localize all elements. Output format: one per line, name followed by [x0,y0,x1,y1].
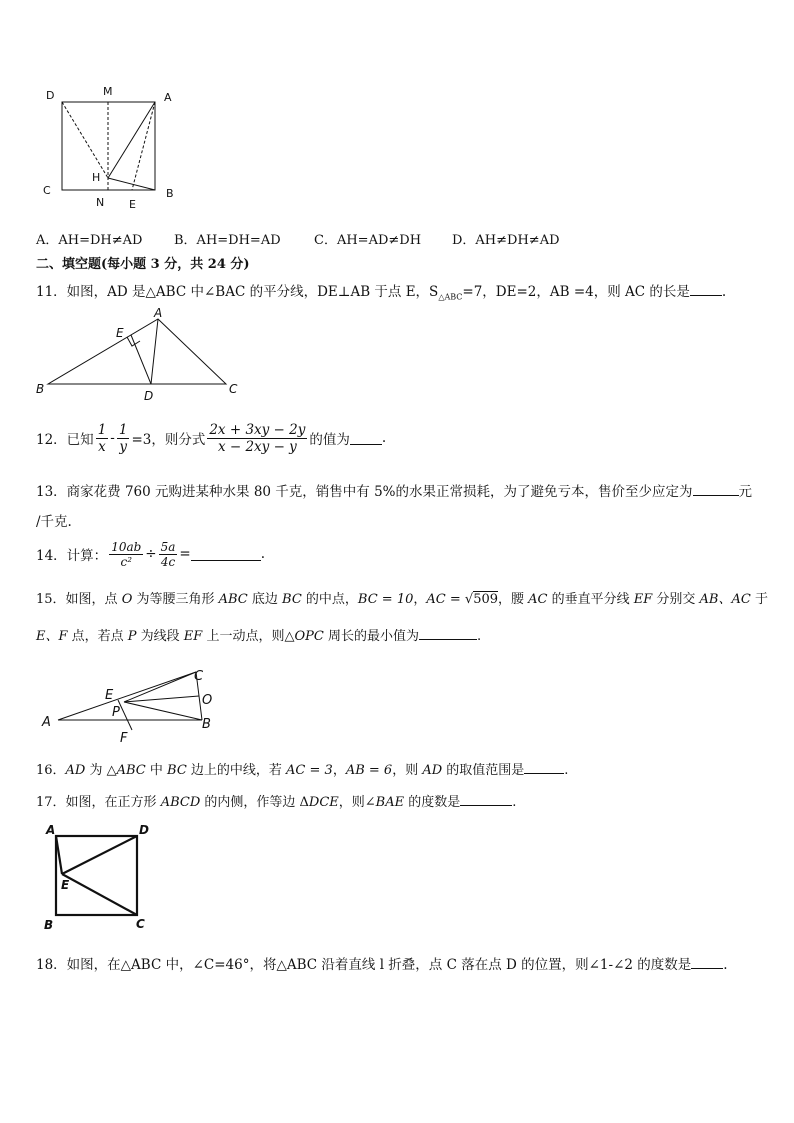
label-A: A [154,306,163,320]
q15-text: 于 [750,592,768,607]
segment-HB [108,178,155,190]
question-13-line-2: /千克. [36,514,72,530]
square-ABCD [56,836,137,915]
q16-text: ，则 [392,763,423,778]
q16-var: ABC [116,763,146,778]
q12-prefix: 12．已知 [36,432,94,448]
q15-var: EF [633,592,653,607]
option-c: C．AH=AD≠DH [314,233,422,248]
q17-text: 的度数是 [404,795,461,810]
q18-end: . [723,957,728,973]
label-C: C [194,669,204,684]
answer-blank-17[interactable] [460,793,512,806]
q15-text: 分别交 [652,592,700,607]
q15-var: EF [183,629,203,644]
q18-text: 18．如图，在△ABC 中，∠C=46°，将△ABC 沿着直线 l 折叠，点 C 落在点 D 的位置，则∠1-∠2 的度数是 [36,957,692,973]
q14-end: . [260,546,266,562]
answer-blank-12[interactable] [350,432,382,445]
label-B: B [166,187,174,200]
label-E: E [61,878,70,892]
label-C: C [43,184,51,197]
label-D: D [144,389,154,403]
frac-num: 1 [97,421,107,438]
question-15-line-1 [36,588,768,607]
q16-text: 16． [36,763,66,778]
q16-text: 边上的中线，若 [186,763,287,778]
question-17 [36,791,516,810]
answer-blank-14[interactable] [191,548,261,561]
q16-expr: AC = 3 [286,763,333,778]
segment-AE [132,102,155,190]
question-18 [36,953,728,973]
q12-mid: =3，则分式 [131,432,206,448]
sqrt-symbol: √ [464,592,474,607]
answer-blank-18[interactable] [691,956,723,969]
question-11 [36,280,726,302]
q15-var: AB、AC [699,592,751,607]
answer-blank-13[interactable] [693,483,739,496]
label-D: D [46,89,55,102]
label-P: P [112,705,120,720]
label-A: A [42,715,51,730]
label-E: E [129,198,136,211]
answer-blank-15[interactable] [419,627,477,640]
question-12 [36,418,386,458]
q15-expr: BC = 10 [357,592,414,607]
q15-text: 为线段 [136,629,184,644]
q15-end: . [476,629,482,644]
q11-prefix: 11．如图，AD 是△ABC 中∠BAC 的平分线，DE⊥AB 于点 E，S [36,284,439,300]
q16-end: . [564,763,569,778]
option-a: A．AH=DH≠AD [36,233,143,248]
fraction-1-over-y [117,422,130,455]
sqrt-value: 509 [473,592,499,607]
segment-AD [151,319,158,384]
q11-sub: △ABC [438,292,463,302]
frac-num: 2x + 3xy − 2y [209,421,306,438]
q17-text: 17．如图，在正方形 [36,795,161,810]
q15-var: OPC [294,629,324,644]
label-E: E [116,326,124,340]
q16-var: BC [167,763,187,778]
fraction-5a-over-4c [159,540,178,569]
q12-minus: - [110,430,115,446]
q15-text: 底边 [247,592,283,607]
q11-end: . [721,284,727,300]
frac-den: x − 2xy − y [217,438,297,455]
q15-text: 为等腰三角形 [132,592,219,607]
q11-suffix: =7，DE=2，AB =4，则 AC 的长是 [462,284,690,300]
segment-DE [62,836,137,874]
q16-text: ， [332,763,346,778]
label-A: A [164,91,172,104]
q12-suffix: 的值为 [309,432,350,448]
q15-expr: AC = [426,592,465,607]
fraction-expression [207,422,307,455]
q15-text: 的垂直平分线 [547,592,634,607]
segment-AC [58,672,196,720]
label-C: C [136,917,145,931]
label-N: N [96,196,105,209]
segment-AH [108,102,155,178]
q14-eq: = [179,546,191,562]
q15-var: BC [282,592,302,607]
q12-end: . [381,430,387,446]
q16-text: 中 [145,763,168,778]
q15-text: ，腰 [498,592,529,607]
fraction-10ab-over-c2 [109,540,143,569]
question-16 [36,759,568,778]
question-14 [36,534,265,574]
q13-text: 13．商家花费 760 元购进某种水果 80 千克，销售中有 5%的水果正常损耗，为了避免亏本，售价至少应定为 [36,484,693,500]
question-13-line-1 [36,480,752,500]
q15-text: 上一动点，则△ [202,629,295,644]
q17-var: BAE [375,795,405,810]
segment-DE [131,335,151,384]
q13-unit: 元 [738,484,752,500]
option-d: D．AH≠DH≠AD [452,233,560,248]
q16-var: AD [65,763,86,778]
section-title: 二、填空题(每小题 3 分，共 24 分) [36,257,250,272]
answer-blank-11[interactable] [690,283,722,296]
label-D: D [139,823,149,837]
label-E: E [105,688,114,703]
q15-var: AC [528,592,548,607]
q15-var: O [121,592,133,607]
segment-EC [62,874,137,915]
q16-var: AD [422,763,443,778]
q17-text: ，则∠ [338,795,376,810]
frac-num: 5a [160,539,176,554]
q15-var: ABC [218,592,248,607]
q15-text: 点，若点 [67,629,128,644]
label-M: M [103,85,113,98]
frac-den: 4c [160,554,176,569]
label-F: F [120,731,128,744]
segment-EF [118,700,132,730]
q14-div: ÷ [145,546,157,562]
label-A: A [46,823,56,837]
square-figure [40,84,190,214]
frac-num: 1 [118,421,128,438]
q17-end: . [512,795,517,810]
q15-text: 周长的最小值为 [323,629,419,644]
square-figure-17 [38,820,168,935]
frac-den: y [119,438,127,455]
q17-var: ABCD [160,795,201,810]
q15-var: E、F [36,629,68,644]
q17-text: 的内侧，作等边 Δ [200,795,309,810]
q15-text: ， [413,592,427,607]
triangle-ABC [48,319,226,384]
frac-den: c² [120,554,132,569]
q15-var: P [127,629,137,644]
triangle-figure-11 [30,306,250,406]
triangle-figure-15 [36,664,226,744]
q16-text: 为 △ [85,763,117,778]
fraction-1-over-x [96,422,109,455]
label-O: O [202,693,213,708]
label-B: B [36,382,45,396]
answer-blank-16[interactable] [524,761,564,774]
frac-num: 10ab [111,539,142,554]
question-15-line-2 [36,625,481,644]
frac-den: x [98,438,106,455]
q17-var: DCE [308,795,339,810]
label-B: B [44,918,54,932]
q15-text: 15．如图，点 [36,592,122,607]
segment-DH [62,102,108,178]
segment-PB [124,702,202,720]
label-B: B [202,717,211,732]
q16-text: 的取值范围是 [442,763,525,778]
option-b: B．AH=DH=AD [174,233,281,248]
q16-expr: AB = 6 [345,763,393,778]
q14-prefix: 14．计算： [36,548,108,564]
label-H: H [92,171,101,184]
q15-text: 的中点， [301,592,358,607]
label-C: C [229,382,238,396]
